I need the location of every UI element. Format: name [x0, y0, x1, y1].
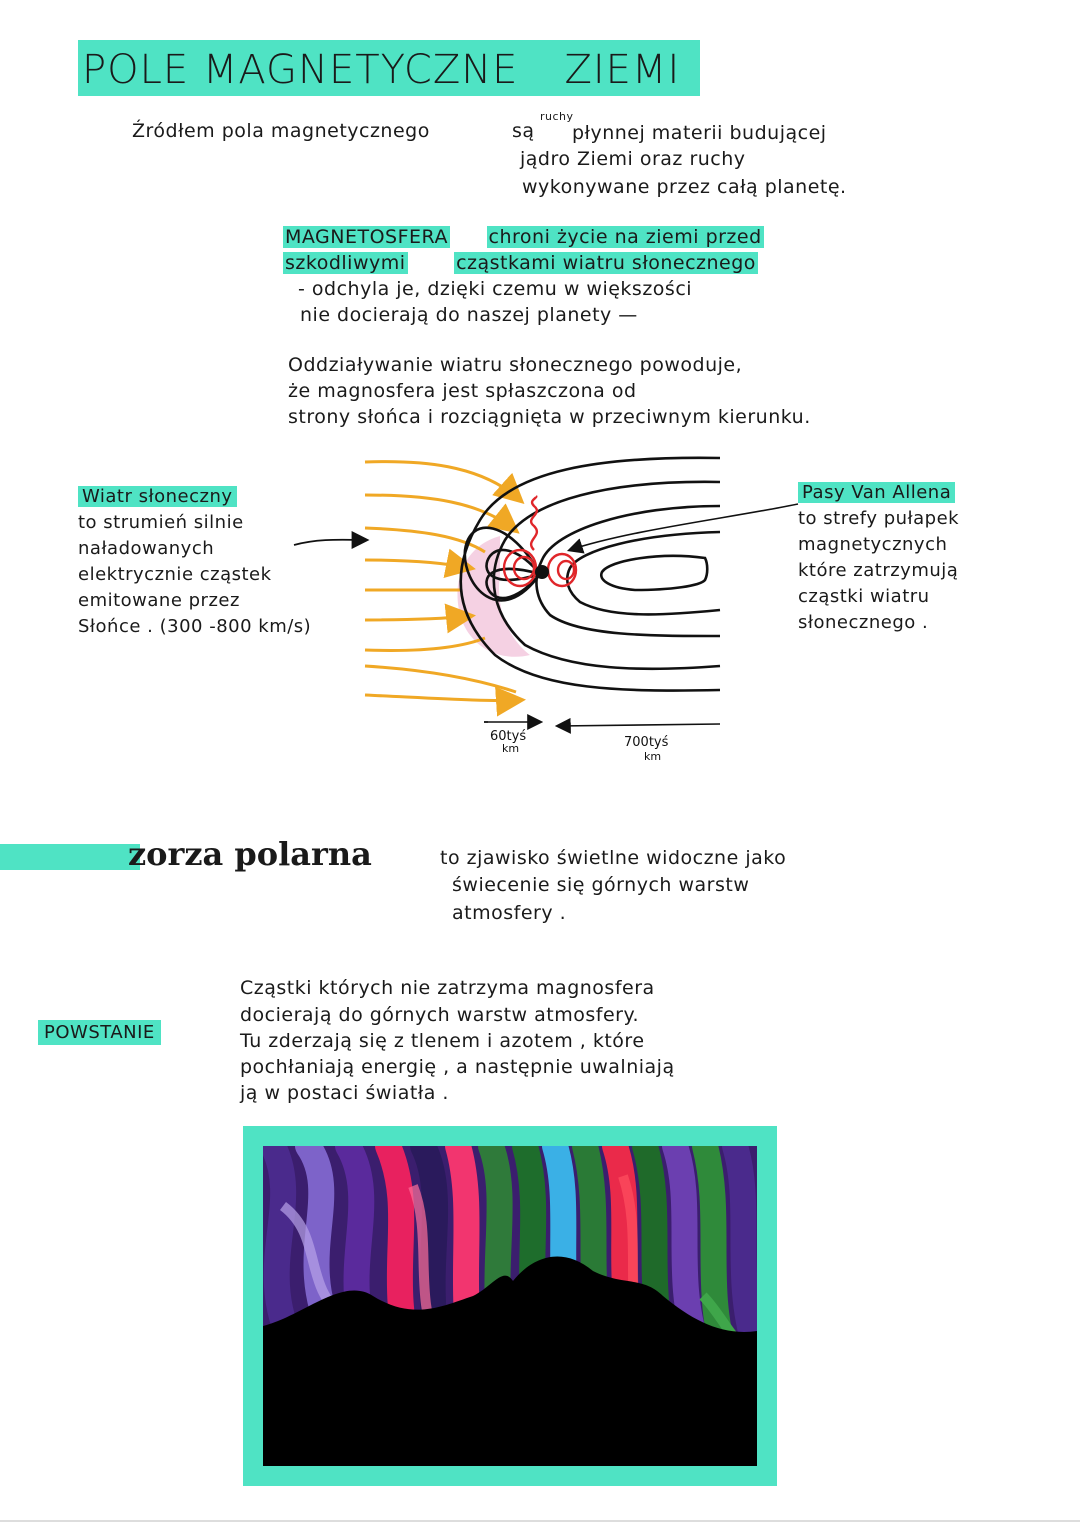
earth: [535, 565, 549, 579]
solar-wind-line-2: naładowanych: [78, 538, 215, 559]
page-bottom-line: [0, 1520, 1080, 1522]
interaction-line-3: strony słońca i rozciągnięta w przeciwnym kierunku.: [288, 406, 811, 428]
distance-2-label: 700tyś: [624, 735, 669, 750]
source-superscript: ruchy: [540, 110, 574, 123]
van-allen-line-1: to strefy pułapek: [798, 508, 960, 529]
solar-wind-term: Wiatr słoneczny: [78, 486, 237, 507]
origin-line-5: ją w postaci światła .: [240, 1082, 449, 1104]
solar-wind-line-4: emitowane przez: [78, 590, 240, 611]
source-sa: są: [512, 120, 535, 142]
solar-wind-line-1: to strumień silnie: [78, 512, 244, 533]
source-lead: Źródłem pola magnetycznego: [132, 120, 430, 142]
source-line-1: płynnej materii budującej: [572, 122, 827, 144]
distance-2-unit: km: [644, 750, 662, 763]
solar-wind-line-5: Słońce . (300 -800 km/s): [78, 616, 312, 637]
aurora-line-2: świecenie się górnych warstw: [452, 874, 750, 896]
magnetosphere-line-2: [283, 250, 758, 276]
distance-1-unit: km: [502, 742, 520, 755]
distance-1-label: 60tyś: [490, 729, 527, 744]
interaction-line-1: Oddziaływanie wiatru słonecznego powoduje,: [288, 354, 743, 376]
van-allen-line-4: cząstki wiatru: [798, 586, 930, 607]
magnetosphere-term: MAGNETOSFERA: [285, 226, 448, 248]
origin-label: POWSTANIE: [38, 1020, 161, 1045]
magnetosphere-highlight-1: chroni życie na ziemi przed: [488, 226, 762, 248]
origin-line-2: docierają do górnych warstw atmosfery.: [240, 1004, 640, 1026]
distance-scale: [484, 722, 720, 726]
aurora-line-1: to zjawisko świetlne widoczne jako: [440, 847, 787, 869]
solar-wind-line-3: elektrycznie cząstek: [78, 564, 272, 585]
source-line-3: wykonywane przez całą planetę.: [522, 176, 847, 198]
van-allen-term: Pasy Van Allena: [798, 482, 955, 503]
source-line-2: jądro Ziemi oraz ruchy: [520, 148, 746, 170]
van-allen-pointer: [570, 504, 798, 550]
magnetosphere-line-3: - odchyla je, dzięki czemu w większości: [298, 278, 693, 300]
solar-wind-pointer: [294, 540, 366, 545]
van-allen-note: [798, 480, 959, 636]
magnetosphere-line-4: nie docierają do naszej planety —: [300, 304, 638, 326]
origin-line-3: Tu zderzają się z tlenem i azotem , które: [240, 1030, 645, 1052]
origin-line-4: pochłaniają energię , a następnie uwalniają: [240, 1056, 675, 1078]
origin-line-1: Cząstki których nie zatrzyma magnosfera: [240, 977, 655, 999]
van-allen-line-2: magnetycznych: [798, 534, 948, 555]
interaction-line-2: że magnosfera jest spłaszczona od: [288, 380, 637, 402]
aurora-drawing: [263, 1146, 757, 1466]
van-allen-line-3: które zatrzymują: [798, 560, 959, 581]
aurora-term: zorza polarna: [128, 835, 372, 873]
magnetosphere-highlight-2b: cząstkami wiatru słonecznego: [456, 252, 756, 274]
van-allen-line-5: słonecznego .: [798, 612, 929, 633]
aurora-line-3: atmosfery .: [452, 902, 567, 924]
title-word-1: POLE MAGNETYCZNE: [82, 47, 519, 93]
title-word-2: ZIEMI: [564, 47, 681, 93]
magnetosphere-line-1: [283, 224, 764, 250]
solar-wind-note: [78, 484, 311, 640]
magnetosphere-highlight-2a: szkodliwymi: [285, 252, 406, 274]
aurora-highlight-bar: [0, 844, 140, 870]
magnetosphere-diagram: [280, 440, 800, 780]
page-title: [78, 40, 700, 96]
